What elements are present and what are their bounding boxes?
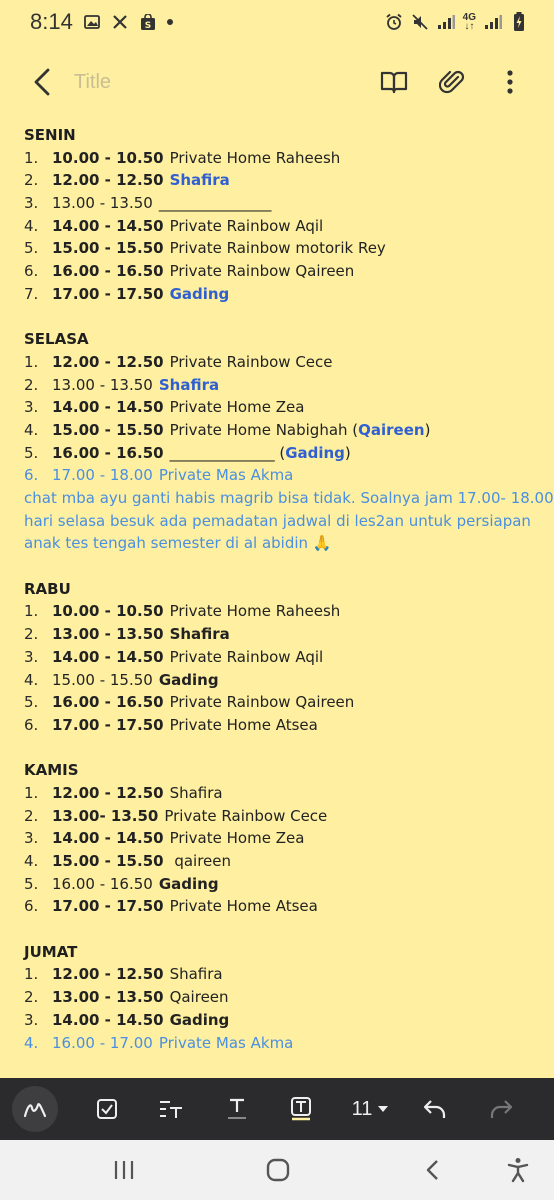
item-time: 14.00 - 14.50 (52, 1010, 164, 1029)
signal-icon (484, 13, 502, 31)
item-number: 5. (24, 443, 39, 462)
item-text: Qaireen (169, 988, 229, 1007)
item-time: 17.00 - 17.50 (52, 284, 164, 303)
list-item (24, 805, 544, 828)
item-number: 1. (24, 352, 39, 371)
item-time: 13.00 - 13.50 (52, 194, 153, 213)
back-nav-icon (425, 1159, 439, 1181)
item-number: 1. (24, 783, 39, 802)
item-number: 1. (24, 965, 39, 984)
item-time: 15.00 - 15.50 (52, 239, 164, 258)
item-number: 2. (24, 625, 39, 644)
list-item (24, 374, 544, 397)
item-time: 13.00 - 13.50 (52, 988, 164, 1007)
list-item (24, 963, 544, 986)
item-time: 14.00 - 14.50 (52, 829, 164, 848)
item-text: Private Home Raheesh (169, 148, 341, 167)
item-time: 10.00 - 10.50 (52, 602, 164, 621)
blank-line (24, 306, 544, 329)
redo-button[interactable] (478, 1086, 524, 1132)
list-item (24, 827, 544, 850)
item-text: Private Home Nabighah ( (169, 420, 359, 439)
mute-icon (411, 13, 429, 31)
font-size-dropdown[interactable] (344, 1086, 398, 1132)
recents-icon (113, 1160, 135, 1180)
item-number: 4. (24, 852, 39, 871)
item-time: 15.00 - 15.50 (52, 852, 164, 871)
text-background-icon (290, 1097, 312, 1121)
note-line: chat mba ayu ganti habis magrib bisa tidak. Soalnya jam 17.00- 18.00 (24, 489, 554, 507)
item-time: 17.00 - 18.00 (52, 466, 153, 485)
item-time: 15.00 - 15.50 (52, 420, 164, 439)
item-text: Private Mas Akma (158, 466, 294, 485)
item-text: Private Rainbow Aqil (169, 216, 324, 235)
item-number: 3. (24, 194, 39, 213)
item-number: 3. (24, 398, 39, 417)
item-time: 12.00 - 12.50 (52, 171, 164, 190)
item-time: 13.00 - 13.50 (52, 375, 153, 394)
reading-mode-button[interactable] (376, 64, 412, 100)
list-item (24, 782, 544, 805)
item-number: 6. (24, 466, 39, 485)
item-text: Gading (169, 1010, 230, 1029)
status-time: 8:14 (30, 9, 73, 34)
item-text: Gading (169, 284, 230, 303)
item-time: 17.00 - 17.50 (52, 897, 164, 916)
attach-icon (439, 68, 465, 96)
item-time: 14.00 - 14.50 (52, 216, 164, 235)
item-time: 16.00 - 16.50 (52, 443, 164, 462)
item-time: 13.00- 13.50 (52, 806, 159, 825)
item-text: Private Home Atsea (169, 897, 318, 916)
book-icon (380, 70, 408, 94)
list-item (24, 850, 544, 873)
item-text: _______________ (158, 194, 272, 213)
undo-button[interactable] (412, 1086, 458, 1132)
item-number: 2. (24, 806, 39, 825)
font-size-value: 11 (351, 1097, 373, 1120)
item-number: 4. (24, 420, 39, 439)
x-icon (111, 13, 129, 31)
list-item (24, 669, 544, 692)
item-extra: Gading (285, 443, 345, 462)
item-number: 1. (24, 148, 39, 167)
item-number: 2. (24, 375, 39, 394)
item-text: Private Rainbow Cece (169, 352, 333, 371)
list-item (24, 237, 544, 260)
item-text: Shafira (169, 783, 223, 802)
item-text: Private Rainbow motorik Rey (169, 239, 386, 258)
item-text: Shafira (169, 965, 223, 984)
list-item (24, 169, 544, 192)
editor-toolbar (0, 1078, 554, 1140)
item-number: 5. (24, 693, 39, 712)
note-body[interactable] (24, 124, 554, 1054)
list-item (24, 283, 544, 306)
status-left (30, 9, 173, 35)
list-item (24, 1009, 544, 1032)
list-item (24, 351, 544, 374)
title-input[interactable] (74, 66, 334, 98)
blank-line (24, 555, 544, 578)
text-underline-icon (226, 1097, 248, 1121)
day-title-rabu: RABU (24, 579, 71, 598)
day-title-selasa: SELASA (24, 330, 89, 349)
handwriting-button[interactable] (12, 1086, 58, 1132)
accessibility-icon (506, 1157, 530, 1183)
item-time: 16.00 - 16.50 (52, 693, 164, 712)
list-item (24, 714, 544, 737)
recents-button[interactable] (104, 1150, 144, 1190)
dot-icon (167, 19, 173, 25)
item-extra: Qaireen (358, 420, 425, 439)
item-text: Gading (158, 670, 219, 689)
battery-charging-icon (510, 13, 528, 31)
item-tail: ) (424, 420, 431, 439)
item-text: Private Rainbow Qaireen (169, 693, 355, 712)
item-number: 4. (24, 1033, 39, 1052)
day-title-kamis: KAMIS (24, 761, 79, 780)
note-line: anak tes tengah semester di al abidin 🙏 (24, 534, 332, 553)
list-item (24, 396, 544, 419)
item-number: 3. (24, 1010, 39, 1029)
checkbox-button[interactable] (84, 1086, 130, 1132)
list-item (24, 600, 544, 623)
status-bar (0, 0, 554, 44)
list-item (24, 419, 544, 442)
item-text: Shafira (169, 171, 230, 190)
list-item (24, 895, 544, 918)
signal-icon (437, 13, 455, 31)
list-item (24, 623, 544, 646)
list-item (24, 260, 544, 283)
shopping-bag-icon (139, 13, 157, 31)
list-item (24, 464, 544, 487)
more-icon (506, 69, 514, 95)
paragraph-style-button[interactable] (148, 1086, 194, 1132)
item-text: qaireen (169, 852, 232, 871)
list-item (24, 1032, 544, 1055)
item-tail: ) (344, 443, 351, 462)
item-time: 15.00 - 15.50 (52, 670, 153, 689)
item-time: 16.00 - 16.50 (52, 874, 153, 893)
image-icon (83, 13, 101, 31)
day-title-senin: SENIN (24, 126, 76, 144)
item-number: 6. (24, 262, 39, 281)
svg-text:S: S (144, 20, 152, 31)
item-number: 7. (24, 284, 39, 303)
item-text: Private Home Zea (169, 829, 305, 848)
item-number: 1. (24, 602, 39, 621)
attach-button[interactable] (434, 64, 470, 100)
item-time: 10.00 - 10.50 (52, 148, 164, 167)
app-actions (376, 64, 528, 100)
list-item (24, 442, 544, 465)
paragraph-style-icon (158, 1098, 184, 1120)
item-number: 6. (24, 897, 39, 916)
list-item (24, 691, 544, 714)
list-item (24, 646, 544, 669)
item-time: 17.00 - 17.50 (52, 715, 164, 734)
undo-icon (422, 1098, 448, 1120)
home-icon (266, 1158, 290, 1182)
item-number: 5. (24, 874, 39, 893)
item-number: 4. (24, 670, 39, 689)
system-nav-bar (0, 1140, 554, 1200)
item-text: Private Home Atsea (169, 715, 318, 734)
item-text: Private Home Zea (169, 398, 305, 417)
note-line: hari selasa besuk ada pemadatan jadwal di les2an untuk persiapan (24, 511, 531, 530)
list-item (24, 215, 544, 238)
item-time: 12.00 - 12.50 (52, 783, 164, 802)
home-button[interactable] (258, 1150, 298, 1190)
status-right (385, 13, 528, 31)
item-number: 4. (24, 216, 39, 235)
day-title-jumat: JUMAT (24, 942, 78, 961)
item-text: Gading (158, 874, 219, 893)
back-button[interactable] (24, 64, 60, 100)
item-time: 16.00 - 17.00 (52, 1033, 153, 1052)
item-number: 2. (24, 988, 39, 1007)
item-time: 12.00 - 12.50 (52, 965, 164, 984)
item-number: 3. (24, 647, 39, 666)
text-style-button[interactable] (214, 1086, 260, 1132)
more-options-button[interactable] (492, 64, 528, 100)
item-time: 12.00 - 12.50 (52, 352, 164, 371)
alarm-icon (385, 13, 403, 31)
item-time: 16.00 - 16.50 (52, 262, 164, 281)
item-text: Private Rainbow Qaireen (169, 262, 355, 281)
item-text: Private Home Raheesh (169, 602, 341, 621)
blank-line (24, 918, 544, 941)
list-item (24, 192, 544, 215)
item-text: Shafira (169, 625, 230, 644)
text-highlight-button[interactable] (278, 1086, 324, 1132)
app-bar (0, 52, 554, 112)
item-number: 5. (24, 239, 39, 258)
list-item (24, 147, 544, 170)
network-type: 4G ↓↑ (462, 12, 476, 32)
item-text: Shafira (158, 375, 220, 394)
back-icon (31, 67, 53, 97)
redo-icon (488, 1098, 514, 1120)
item-text: Private Rainbow Cece (164, 806, 328, 825)
pen-icon (23, 1099, 47, 1119)
accessibility-button[interactable] (498, 1150, 538, 1190)
item-time: 14.00 - 14.50 (52, 398, 164, 417)
blank-line (24, 737, 544, 760)
item-number: 6. (24, 715, 39, 734)
item-time: 14.00 - 14.50 (52, 647, 164, 666)
list-item (24, 986, 544, 1009)
item-number: 2. (24, 171, 39, 190)
caret-down-icon (376, 1104, 390, 1114)
list-item (24, 873, 544, 896)
item-text: ______________ ( (169, 443, 286, 462)
back-nav-button[interactable] (412, 1150, 452, 1190)
item-text: Private Rainbow Aqil (169, 647, 324, 666)
item-number: 3. (24, 829, 39, 848)
item-time: 13.00 - 13.50 (52, 625, 164, 644)
checkbox-icon (96, 1098, 118, 1120)
item-text: Private Mas Akma (158, 1033, 294, 1052)
